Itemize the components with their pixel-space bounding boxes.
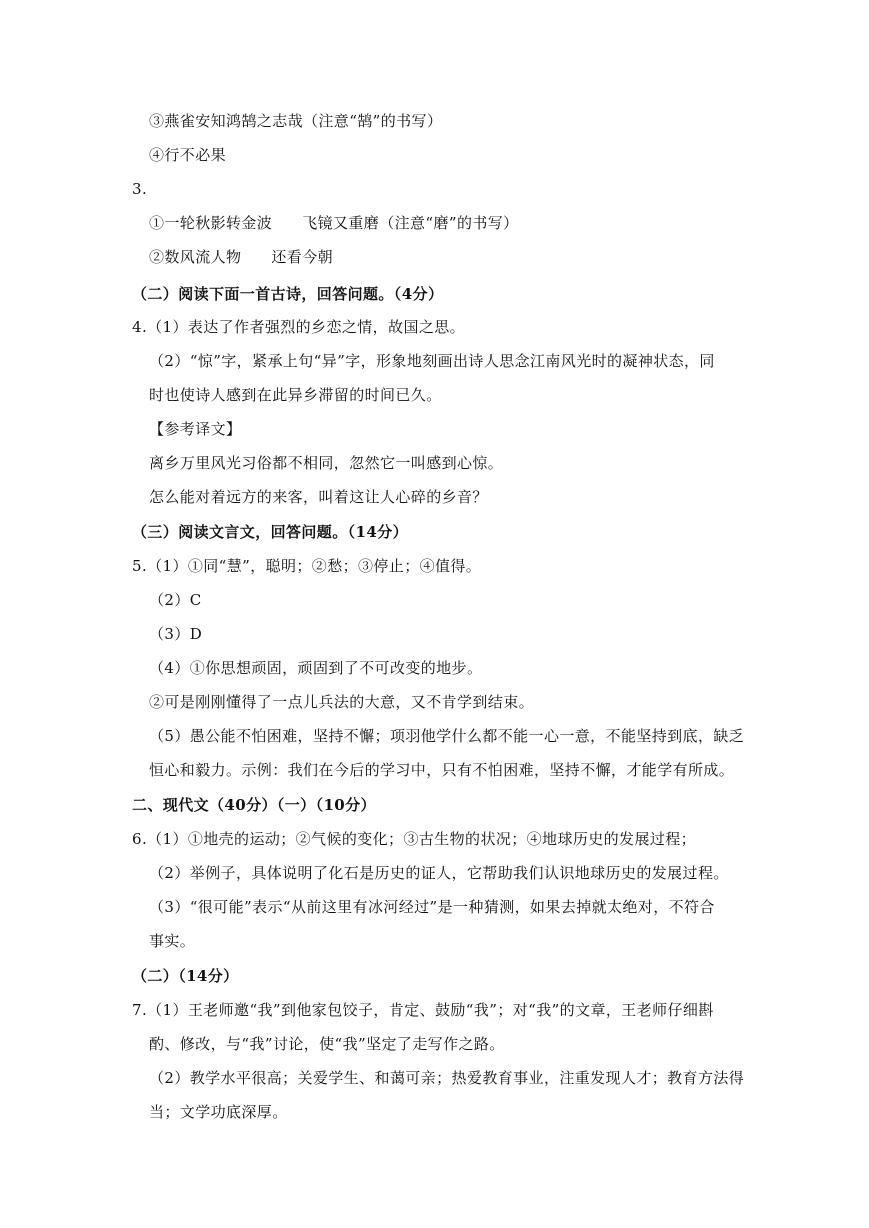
answer-7-part-1-line-2: 酌、修改，与“我”讨论，使“我”坚定了走写作之路。 (149, 1035, 505, 1053)
answer-4-part-1: 4.（1）表达了作者强烈的乡恋之情，故国之思。 (132, 318, 466, 336)
answer-2-item-4: ④行不必果 (149, 146, 227, 164)
answer-7-part-1-line-1: 7.（1）王老师邀“我”到他家包饺子，肯定、鼓励“我”；对“我”的文章，王老师仔细斟 (132, 1001, 714, 1019)
section-heading-modern: 二、现代文（40分）（一）（10分） (132, 796, 376, 814)
answer-2-item-3: ③燕雀安知鸿鹄之志哉（注意“鹄”的书写） (149, 112, 443, 130)
section-heading-classical: （三）阅读文言文，回答问题。（14分） (132, 523, 408, 541)
translation-line-2: 怎么能对着远方的来客，叫着这让人心碎的乡音？ (149, 488, 488, 506)
answer-7-part-2-line-1: （2）教学水平很高；关爱学生、和蔼可亲；热爱教育事业，注重发现人才；教育方法得 (149, 1069, 745, 1087)
translation-line-1: 离乡万里风光习俗都不相同，忽然它一叫感到心惊。 (149, 454, 504, 472)
answer-5-part-3: （3）D (149, 625, 203, 643)
answer-6-part-3-line-2: 事实。 (149, 932, 196, 950)
answer-5-part-4-line-1: （4）①你思想顽固，顽固到了不可改变的地步。 (149, 659, 483, 677)
answer-3-item-1-part-a: ①一轮秋影转金波 (149, 214, 273, 232)
section-heading-poem: （二）阅读下面一首古诗，回答问题。（4分） (132, 285, 444, 303)
answer-5-part-1: 5.（1）①同“慧”，聪明；②愁；③停止；④值得。 (132, 557, 482, 575)
answer-4-part-2-line-2: 时也使诗人感到在此异乡滞留的时间已久。 (149, 386, 442, 404)
answer-4-part-2-line-1: （2）“惊”字，紧承上句“异”字，形象地刻画出诗人思念江南风光时的凝神状态，同 (149, 352, 715, 370)
section-heading-part-2: （二）（14分） (132, 967, 239, 985)
answer-3-item-1 (149, 213, 519, 233)
answer-3-item-2-part-b: 还看今朝 (271, 248, 334, 266)
answer-5-part-2: （2）C (149, 591, 202, 609)
answer-3-item-2 (149, 247, 333, 267)
question-3-number: 3. (132, 180, 148, 198)
reference-translation-heading: 【参考译文】 (149, 420, 242, 438)
answer-7-part-2-line-2: 当；文学功底深厚。 (149, 1103, 288, 1121)
answer-6-part-1: 6.（1）①地壳的运动；②气候的变化；③古生物的状况；④地球历史的发展过程； (132, 830, 697, 848)
answer-6-part-2: （2）举例子，具体说明了化石是历史的证人，它帮助我们认识地球历史的发展过程。 (149, 864, 729, 882)
answer-3-item-1-part-b: 飞镜又重磨（注意“磨”的书写） (302, 214, 519, 232)
answer-6-part-3-line-1: （3）“很可能”表示“从前这里有冰河经过”是一种猜测，如果去掉就太绝对，不符合 (149, 898, 715, 916)
answer-5-part-5-line-2: 恒心和毅力。示例：我们在今后的学习中，只有不怕困难，坚持不懈，才能学有所成。 (149, 761, 735, 779)
answer-5-part-5-line-1: （5）愚公能不怕困难，坚持不懈；项羽他学什么都不能一心一意，不能坚持到底，缺乏 (149, 727, 745, 745)
answer-5-part-4-line-2: ②可是刚刚懂得了一点儿兵法的大意，又不肯学到结束。 (149, 693, 535, 711)
answer-3-item-2-part-a: ②数风流人物 (149, 248, 242, 266)
